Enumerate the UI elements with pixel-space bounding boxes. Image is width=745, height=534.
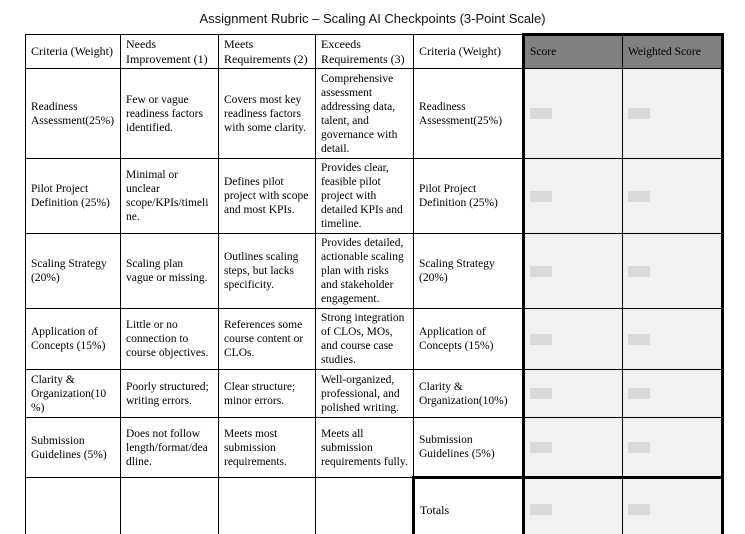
- criteria-repeat-cell: Scaling Strategy (20%): [414, 234, 524, 309]
- header-criteria: Criteria (Weight): [26, 35, 121, 69]
- score-cell[interactable]: [524, 234, 623, 309]
- score-shade-box: [628, 108, 650, 119]
- empty-cell: [316, 478, 414, 534]
- exceeds-requirements-cell: Well-organized, professional, and polished writing.: [316, 370, 414, 418]
- header-meets-requirements: Meets Requirements (2): [219, 35, 316, 69]
- weighted-score-cell[interactable]: [623, 159, 723, 234]
- score-shade-box: [628, 442, 650, 453]
- header-exceeds-requirements: Exceeds Requirements (3): [316, 35, 414, 69]
- score-cell[interactable]: [524, 69, 623, 159]
- criteria-repeat-cell: Readiness Assessment(25%): [414, 69, 524, 159]
- needs-improvement-cell: Little or no connection to course objectives.: [121, 309, 219, 370]
- score-shade-box: [628, 504, 650, 515]
- totals-label-cell: Totals: [414, 478, 524, 534]
- totals-score-cell[interactable]: [524, 478, 623, 534]
- score-shade-box: [530, 266, 552, 277]
- score-shade-box: [530, 442, 552, 453]
- needs-improvement-cell: Few or vague readiness factors identified.: [121, 69, 219, 159]
- needs-improvement-cell: Poorly structured; writing errors.: [121, 370, 219, 418]
- weighted-score-cell[interactable]: [623, 309, 723, 370]
- header-score: Score: [524, 35, 623, 69]
- criteria-repeat-cell: Application of Concepts (15%): [414, 309, 524, 370]
- header-weighted-score: Weighted Score: [623, 35, 723, 69]
- table-row: [26, 418, 723, 478]
- table-row: [26, 309, 723, 370]
- criteria-cell: Scaling Strategy (20%): [26, 234, 121, 309]
- score-shade-box: [530, 108, 552, 119]
- empty-cell: [26, 478, 121, 534]
- score-cell[interactable]: [524, 418, 623, 478]
- weighted-score-cell[interactable]: [623, 234, 723, 309]
- score-shade-box: [530, 191, 552, 202]
- rubric-table: [25, 33, 724, 534]
- score-shade-box: [530, 334, 552, 345]
- weighted-score-cell[interactable]: [623, 69, 723, 159]
- meets-requirements-cell: Clear structure; minor errors.: [219, 370, 316, 418]
- header-criteria-repeat: Criteria (Weight): [414, 35, 524, 69]
- score-shade-box: [628, 266, 650, 277]
- score-cell[interactable]: [524, 159, 623, 234]
- score-cell[interactable]: [524, 370, 623, 418]
- criteria-repeat-cell: Pilot Project Definition (25%): [414, 159, 524, 234]
- exceeds-requirements-cell: Provides clear, feasible pilot project with detailed KPIs and timeline.: [316, 159, 414, 234]
- criteria-repeat-cell: Clarity & Organization(10%): [414, 370, 524, 418]
- meets-requirements-cell: Outlines scaling steps, but lacks specificity.: [219, 234, 316, 309]
- empty-cell: [121, 478, 219, 534]
- exceeds-requirements-cell: Comprehensive assessment addressing data, talent, and governance with detail.: [316, 69, 414, 159]
- meets-requirements-cell: Meets most submission requirements.: [219, 418, 316, 478]
- table-row: [26, 234, 723, 309]
- score-shade-box: [628, 388, 650, 399]
- criteria-cell: Clarity & Organization(10%): [26, 370, 121, 418]
- score-shade-box: [628, 191, 650, 202]
- meets-requirements-cell: Covers most key readiness factors with some clarity.: [219, 69, 316, 159]
- criteria-cell: Submission Guidelines (5%): [26, 418, 121, 478]
- exceeds-requirements-cell: Strong integration of CLOs, MOs, and course case studies.: [316, 309, 414, 370]
- needs-improvement-cell: Scaling plan vague or missing.: [121, 234, 219, 309]
- criteria-cell: Application of Concepts (15%): [26, 309, 121, 370]
- score-shade-box: [628, 334, 650, 345]
- empty-cell: [219, 478, 316, 534]
- header-needs-improvement: Needs Improvement (1): [121, 35, 219, 69]
- score-cell[interactable]: [524, 309, 623, 370]
- exceeds-requirements-cell: Meets all submission requirements fully.: [316, 418, 414, 478]
- table-row: [26, 159, 723, 234]
- criteria-cell: Pilot Project Definition (25%): [26, 159, 121, 234]
- totals-weighted-score-cell[interactable]: [623, 478, 723, 534]
- exceeds-requirements-cell: Provides detailed, actionable scaling plan with risks and stakeholder engagement.: [316, 234, 414, 309]
- totals-row: [26, 478, 723, 534]
- meets-requirements-cell: References some course content or CLOs.: [219, 309, 316, 370]
- table-row: [26, 69, 723, 159]
- criteria-repeat-cell: Submission Guidelines (5%): [414, 418, 524, 478]
- page-title: Assignment Rubric – Scaling AI Checkpoints (3-Point Scale): [199, 11, 546, 26]
- score-shade-box: [530, 388, 552, 399]
- meets-requirements-cell: Defines pilot project with scope and most KPIs.: [219, 159, 316, 234]
- weighted-score-cell[interactable]: [623, 370, 723, 418]
- criteria-cell: Readiness Assessment(25%): [26, 69, 121, 159]
- needs-improvement-cell: Does not follow length/format/deadline.: [121, 418, 219, 478]
- needs-improvement-cell: Minimal or unclear scope/KPIs/timeline.: [121, 159, 219, 234]
- weighted-score-cell[interactable]: [623, 418, 723, 478]
- score-shade-box: [530, 504, 552, 515]
- header-row: [26, 35, 723, 69]
- table-row: [26, 370, 723, 418]
